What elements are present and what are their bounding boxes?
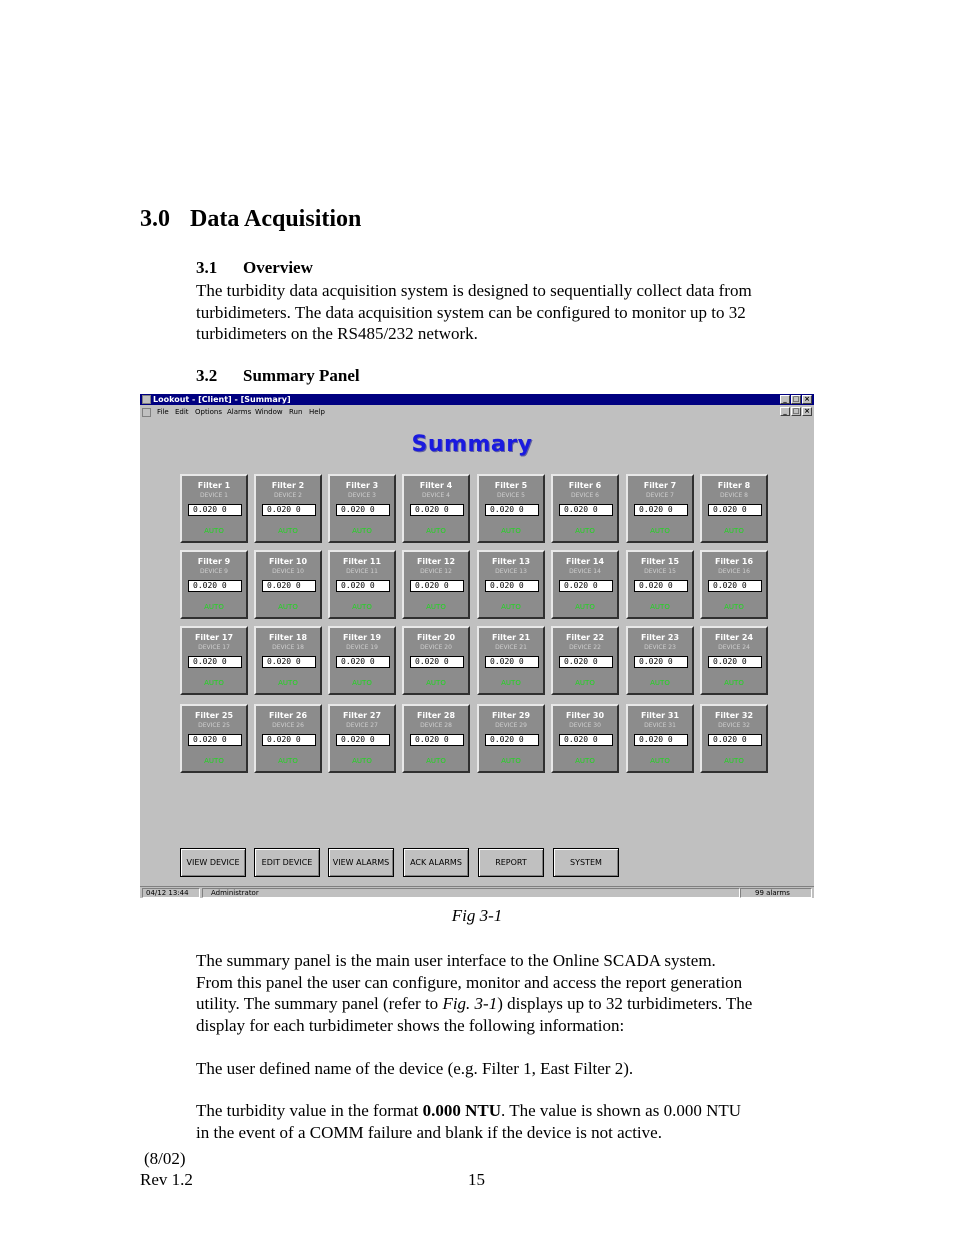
tile-mode-status: AUTO: [426, 603, 446, 611]
tile-mode-status: AUTO: [501, 679, 521, 687]
tile-device-name: DEVICE 9: [200, 568, 228, 575]
tile-filter-name: Filter 27: [342, 711, 382, 720]
tile-turbidity-value: 0.020 0: [485, 504, 539, 516]
page-number: 15: [468, 1170, 485, 1189]
tile-turbidity-value: 0.020 0: [559, 504, 613, 516]
subsection-title: Summary Panel: [243, 366, 360, 385]
text-line: turbidimeters on the RS485/232 network.: [196, 324, 478, 343]
subsection-number: 3.1: [196, 258, 218, 277]
tile-device-name: DEVICE 22: [569, 644, 601, 651]
tile-turbidity-value: 0.020 0: [485, 580, 539, 592]
tile-mode-status: AUTO: [278, 603, 298, 611]
menu-window[interactable]: Window: [255, 408, 283, 416]
text-line: From this panel the user can configure, monitor and access the report generation: [196, 972, 743, 992]
tile-device-name: DEVICE 12: [420, 568, 452, 575]
tile-filter-name: Filter 8: [717, 481, 751, 490]
tile-device-name: DEVICE 4: [422, 492, 450, 499]
tile-turbidity-value: 0.020 0: [485, 656, 539, 668]
device-tile[interactable]: [254, 626, 322, 695]
tile-turbidity-value: 0.020 0: [634, 656, 688, 668]
menu-edit[interactable]: Edit: [175, 408, 189, 416]
device-tile[interactable]: [328, 474, 396, 543]
tile-turbidity-value: 0.020 0: [410, 734, 464, 746]
tile-turbidity-value: 0.020 0: [485, 734, 539, 746]
document-icon[interactable]: [142, 408, 151, 417]
text-line: . The value is shown as 0.000 NTU: [501, 1101, 742, 1120]
tile-filter-name: Filter 16: [714, 557, 754, 566]
menu-alarms[interactable]: Alarms: [227, 408, 252, 416]
child-restore-icon[interactable]: □: [792, 407, 800, 415]
text-line: display for each turbidimeter shows the following information:: [196, 1015, 625, 1035]
subsection-number: 3.2: [196, 366, 218, 385]
restore-icon[interactable]: □: [792, 395, 800, 403]
text-line: in the event of a COMM failure and blank if the device is not active.: [196, 1122, 662, 1142]
tile-filter-name: Filter 23: [640, 633, 680, 642]
minimize-icon[interactable]: _: [780, 395, 790, 404]
tile-mode-status: AUTO: [278, 679, 298, 687]
text-line: ) displays up to 32 turbidimeters. The: [497, 994, 753, 1013]
tile-turbidity-value: 0.020 0: [410, 580, 464, 592]
device-tile[interactable]: [551, 474, 619, 543]
device-tile[interactable]: [180, 704, 248, 773]
device-tile[interactable]: [700, 550, 768, 619]
device-tile[interactable]: [328, 550, 396, 619]
turbidity-value-paragraph: [196, 1100, 816, 1143]
tile-device-name: DEVICE 13: [495, 568, 527, 575]
tile-mode-status: AUTO: [501, 527, 521, 535]
tile-device-name: DEVICE 16: [718, 568, 750, 575]
tile-mode-status: AUTO: [650, 527, 670, 535]
tile-turbidity-value: 0.020 0: [188, 504, 242, 516]
tile-mode-status: AUTO: [650, 603, 670, 611]
section-title: Data Acquisition: [190, 206, 362, 232]
tile-filter-name: Filter 3: [345, 481, 379, 490]
tile-filter-name: Filter 31: [640, 711, 680, 720]
tile-filter-name: Filter 32: [714, 711, 754, 720]
tile-filter-name: Filter 29: [491, 711, 531, 720]
tile-filter-name: Filter 26: [268, 711, 308, 720]
tile-turbidity-value: 0.020 0: [262, 580, 316, 592]
device-tile[interactable]: [328, 626, 396, 695]
tile-device-name: DEVICE 15: [644, 568, 676, 575]
tile-turbidity-value: 0.020 0: [634, 734, 688, 746]
tile-mode-status: AUTO: [575, 679, 595, 687]
device-tile[interactable]: [254, 474, 322, 543]
tile-mode-status: AUTO: [352, 757, 372, 765]
tile-turbidity-value: 0.020 0: [336, 504, 390, 516]
tile-mode-status: AUTO: [724, 527, 744, 535]
tile-turbidity-value: 0.020 0: [634, 504, 688, 516]
section-number: 3.0: [140, 206, 170, 232]
tile-device-name: DEVICE 28: [420, 722, 452, 729]
tile-device-name: DEVICE 8: [720, 492, 748, 499]
tile-mode-status: AUTO: [426, 527, 446, 535]
format-example: 0.000 NTU: [422, 1101, 502, 1120]
tile-filter-name: Filter 5: [494, 481, 528, 490]
text-line: The turbidity data acquisition system is designed to sequentially collect data from: [196, 281, 752, 300]
text-line: The summary panel is the main user interface to the Online SCADA system.: [196, 951, 716, 970]
device-tile[interactable]: [477, 550, 545, 619]
tile-turbidity-value: 0.020 0: [410, 504, 464, 516]
tile-mode-status: AUTO: [724, 603, 744, 611]
tile-turbidity-value: 0.020 0: [559, 734, 613, 746]
status-alarms: 99 alarms: [740, 888, 812, 898]
tile-filter-name: Filter 11: [342, 557, 382, 566]
tile-mode-status: AUTO: [352, 679, 372, 687]
title-bar: [140, 394, 814, 405]
text-line: utility. The summary panel (refer to: [196, 994, 443, 1013]
tile-turbidity-value: 0.020 0: [188, 580, 242, 592]
text-line: The turbidity value in the format: [196, 1101, 423, 1120]
tile-mode-status: AUTO: [204, 603, 224, 611]
menu-bar: [140, 406, 814, 418]
summary-panel-screenshot: [140, 394, 814, 898]
tile-mode-status: AUTO: [352, 527, 372, 535]
device-tile[interactable]: [402, 474, 470, 543]
tile-mode-status: AUTO: [724, 679, 744, 687]
tile-device-name: DEVICE 24: [718, 644, 750, 651]
tile-filter-name: Filter 10: [268, 557, 308, 566]
tile-device-name: DEVICE 5: [497, 492, 525, 499]
edit-device-button[interactable]: EDIT DEVICE: [254, 848, 320, 877]
subsection-summary-heading: [196, 366, 360, 386]
device-tile[interactable]: [254, 704, 322, 773]
device-tile[interactable]: [551, 626, 619, 695]
tile-turbidity-value: 0.020 0: [336, 656, 390, 668]
tile-device-name: DEVICE 31: [644, 722, 676, 729]
menu-help[interactable]: Help: [309, 408, 325, 416]
device-tile[interactable]: [254, 550, 322, 619]
tile-mode-status: AUTO: [204, 527, 224, 535]
tile-mode-status: AUTO: [426, 679, 446, 687]
tile-device-name: DEVICE 26: [272, 722, 304, 729]
tile-mode-status: AUTO: [204, 757, 224, 765]
tile-device-name: DEVICE 3: [348, 492, 376, 499]
status-bar: [140, 886, 814, 898]
device-tile[interactable]: [700, 626, 768, 695]
overview-paragraph: [196, 280, 816, 345]
tile-mode-status: AUTO: [352, 603, 372, 611]
device-tile[interactable]: [551, 550, 619, 619]
device-tile[interactable]: [180, 550, 248, 619]
tile-device-name: DEVICE 11: [346, 568, 378, 575]
tile-device-name: DEVICE 27: [346, 722, 378, 729]
menu-options[interactable]: Options: [195, 408, 223, 416]
tile-filter-name: Filter 14: [565, 557, 605, 566]
tile-filter-name: Filter 6: [568, 481, 602, 490]
report-button[interactable]: REPORT: [478, 848, 544, 877]
tile-filter-name: Filter 25: [194, 711, 234, 720]
tile-turbidity-value: 0.020 0: [708, 656, 762, 668]
tile-filter-name: Filter 22: [565, 633, 605, 642]
tile-mode-status: AUTO: [650, 757, 670, 765]
figure-reference: Fig. 3-1: [442, 994, 498, 1013]
tile-filter-name: Filter 28: [416, 711, 456, 720]
tile-filter-name: Filter 2: [271, 481, 305, 490]
device-tile[interactable]: [626, 704, 694, 773]
tile-mode-status: AUTO: [575, 603, 595, 611]
tile-turbidity-value: 0.020 0: [262, 656, 316, 668]
window-title: Lookout - [Client] - [Summary]: [153, 395, 291, 404]
device-tile[interactable]: [626, 626, 694, 695]
subsection-title: Overview: [243, 258, 313, 277]
tile-turbidity-value: 0.020 0: [262, 734, 316, 746]
tile-filter-name: Filter 15: [640, 557, 680, 566]
tile-turbidity-value: 0.020 0: [708, 504, 762, 516]
status-datetime: 04/12 13:44: [142, 888, 200, 898]
tile-filter-name: Filter 30: [565, 711, 605, 720]
tile-device-name: DEVICE 30: [569, 722, 601, 729]
tile-device-name: DEVICE 14: [569, 568, 601, 575]
tile-filter-name: Filter 7: [643, 481, 677, 490]
tile-device-name: DEVICE 2: [274, 492, 302, 499]
tile-filter-name: Filter 24: [714, 633, 754, 642]
figure-caption: Fig 3-1: [451, 906, 503, 925]
tile-device-name: DEVICE 23: [644, 644, 676, 651]
tile-filter-name: Filter 18: [268, 633, 308, 642]
tile-device-name: DEVICE 25: [198, 722, 230, 729]
tile-turbidity-value: 0.020 0: [188, 656, 242, 668]
tile-device-name: DEVICE 18: [272, 644, 304, 651]
device-tile[interactable]: [477, 626, 545, 695]
tile-filter-name: Filter 12: [416, 557, 456, 566]
device-tile[interactable]: [626, 474, 694, 543]
tile-filter-name: Filter 13: [491, 557, 531, 566]
tile-turbidity-value: 0.020 0: [559, 580, 613, 592]
tile-mode-status: AUTO: [724, 757, 744, 765]
tile-filter-name: Filter 19: [342, 633, 382, 642]
tile-turbidity-value: 0.020 0: [708, 734, 762, 746]
footer-revision: Rev 1.2: [140, 1170, 193, 1189]
tile-mode-status: AUTO: [204, 679, 224, 687]
device-tile[interactable]: [477, 704, 545, 773]
tile-mode-status: AUTO: [575, 527, 595, 535]
tile-turbidity-value: 0.020 0: [336, 734, 390, 746]
close-icon[interactable]: ×: [802, 395, 812, 404]
tile-turbidity-value: 0.020 0: [634, 580, 688, 592]
device-tile[interactable]: [180, 474, 248, 543]
tile-filter-name: Filter 17: [194, 633, 234, 642]
menu-file[interactable]: File: [157, 408, 169, 416]
tile-turbidity-value: 0.020 0: [708, 580, 762, 592]
tile-mode-status: AUTO: [650, 679, 670, 687]
system-button[interactable]: SYSTEM: [553, 848, 619, 877]
tile-device-name: DEVICE 10: [272, 568, 304, 575]
section-heading: [140, 206, 361, 233]
status-user: Administrator: [202, 888, 740, 898]
child-minimize-icon[interactable]: _: [780, 407, 790, 416]
device-name-paragraph: The user defined name of the device (e.g. Filter 1, East Filter 2).: [196, 1059, 634, 1078]
tile-turbidity-value: 0.020 0: [410, 656, 464, 668]
tile-turbidity-value: 0.020 0: [559, 656, 613, 668]
tile-turbidity-value: 0.020 0: [336, 580, 390, 592]
tile-filter-name: Filter 4: [419, 481, 453, 490]
tile-device-name: DEVICE 21: [495, 644, 527, 651]
device-tile[interactable]: [551, 704, 619, 773]
subsection-overview-heading: [196, 258, 313, 278]
tile-device-name: DEVICE 29: [495, 722, 527, 729]
tile-mode-status: AUTO: [575, 757, 595, 765]
device-tile[interactable]: [700, 474, 768, 543]
tile-mode-status: AUTO: [278, 527, 298, 535]
ack-alarms-button[interactable]: ACK ALARMS: [403, 848, 469, 877]
tile-device-name: DEVICE 7: [646, 492, 674, 499]
tile-mode-status: AUTO: [501, 757, 521, 765]
view-device-button[interactable]: VIEW DEVICE: [180, 848, 246, 877]
device-tile[interactable]: [180, 626, 248, 695]
tile-filter-name: Filter 20: [416, 633, 456, 642]
tile-turbidity-value: 0.020 0: [262, 504, 316, 516]
device-tile[interactable]: [402, 704, 470, 773]
device-tile[interactable]: [328, 704, 396, 773]
device-tile[interactable]: [402, 550, 470, 619]
device-tile[interactable]: [700, 704, 768, 773]
tile-turbidity-value: 0.020 0: [188, 734, 242, 746]
tile-mode-status: AUTO: [501, 603, 521, 611]
tile-device-name: DEVICE 17: [198, 644, 230, 651]
panel-title: Summary: [411, 432, 533, 457]
tile-device-name: DEVICE 6: [571, 492, 599, 499]
device-tile[interactable]: [402, 626, 470, 695]
footer-date: (8/02): [144, 1149, 186, 1168]
tile-device-name: DEVICE 32: [718, 722, 750, 729]
menu-run[interactable]: Run: [289, 408, 303, 416]
tile-filter-name: Filter 9: [197, 557, 231, 566]
child-close-icon[interactable]: ×: [802, 407, 812, 416]
tile-mode-status: AUTO: [278, 757, 298, 765]
device-tile[interactable]: [477, 474, 545, 543]
tile-device-name: DEVICE 19: [346, 644, 378, 651]
device-tile[interactable]: [626, 550, 694, 619]
tile-device-name: DEVICE 1: [200, 492, 228, 499]
tile-filter-name: Filter 1: [197, 481, 231, 490]
app-icon: [142, 395, 151, 404]
view-alarms-button[interactable]: VIEW ALARMS: [328, 848, 394, 877]
tile-device-name: DEVICE 20: [420, 644, 452, 651]
tile-mode-status: AUTO: [426, 757, 446, 765]
tile-filter-name: Filter 21: [491, 633, 531, 642]
text-line: turbidimeters. The data acquisition system can be configured to monitor up to 32: [196, 302, 746, 322]
summary-description-paragraph: [196, 950, 816, 1036]
